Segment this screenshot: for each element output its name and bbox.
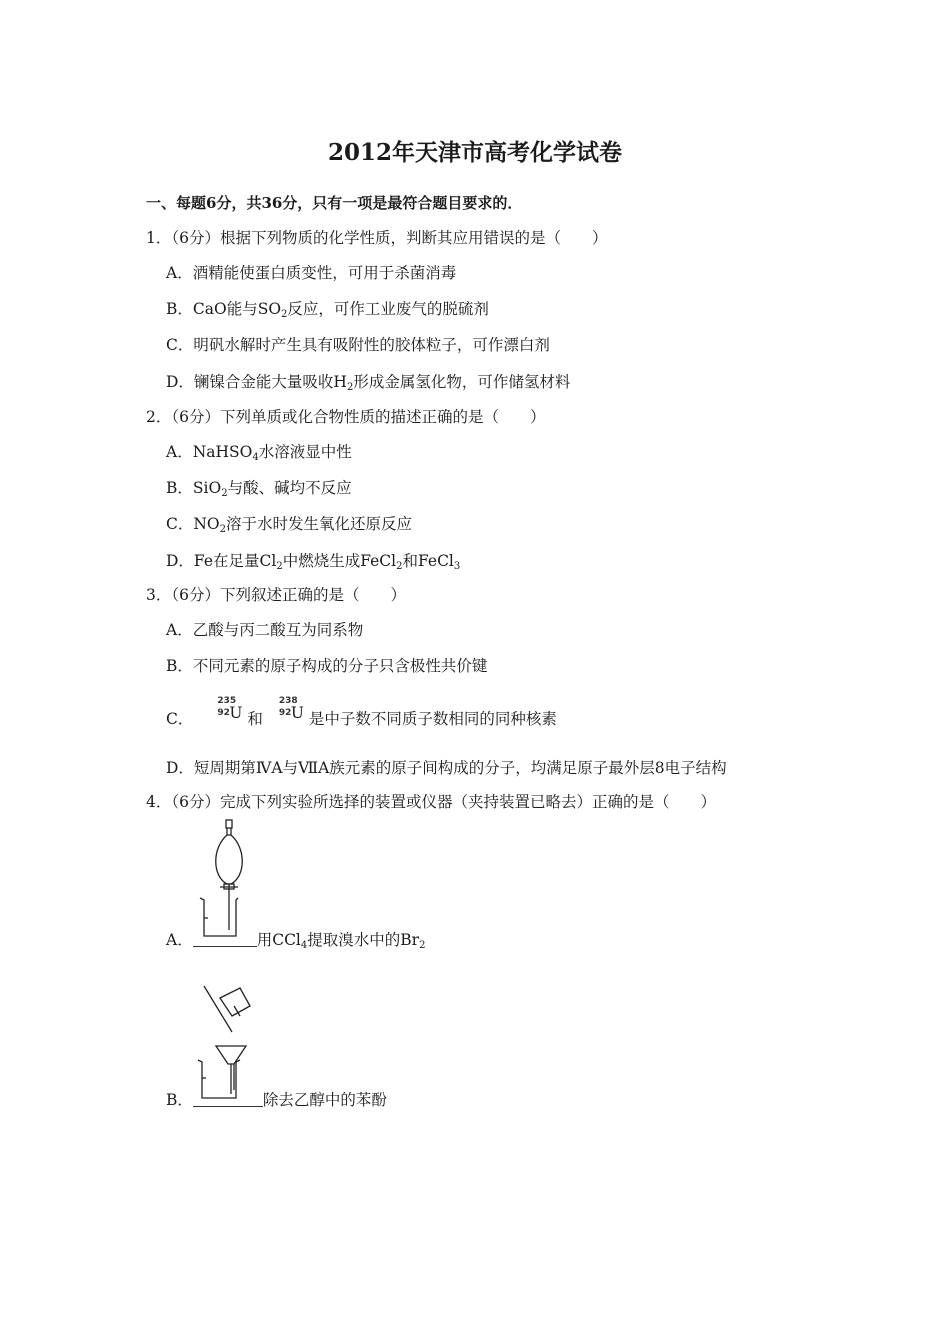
question-3-stem: 3．（6分）下列叙述正确的是（ ） xyxy=(146,586,406,604)
page-title: 2012年天津市高考化学试卷 xyxy=(327,139,622,166)
question-2-option-d: D．Fe在足量$Cl_2$中燃烧生成FeCl$_2$和FeCl$_3$ xyxy=(166,552,461,572)
filtration-figure xyxy=(190,982,260,1104)
question-3-option-c: C． 235 92 U 和 238 92 U 是中子数不同质子数相同的同种核素 xyxy=(166,696,557,728)
section-heading: 一、每题6分，共36分，只有一项是最符合题目要求的． xyxy=(146,194,523,212)
question-2-option-a: A．NaHSO$_4$水溶液显中性 xyxy=(166,443,352,463)
question-1-option-d: D．镧镍合金能大量吸收$H_2$形成金属氢化物，可作储氢材料 xyxy=(166,373,571,393)
question-4-option-b: B． 除去乙醇中的苯酚 xyxy=(166,1091,387,1109)
question-1-option-c: C．明矾水解时产生具有吸附性的胶体粒子，可作漂白剂 xyxy=(166,336,550,354)
question-4-stem: 4．（6分）完成下列实验所选择的装置或仪器（夹持装置已略去）正确的是（ ） xyxy=(146,793,716,811)
question-2-stem: 2．（6分）下列单质或化合物性质的描述正确的是（ ） xyxy=(146,408,546,426)
question-3-option-a: A．乙酸与丙二酸互为同系物 xyxy=(166,621,364,639)
isotope-u235: 235 92 U xyxy=(217,696,243,722)
question-3-option-b: B．不同元素的原子构成的分子只含极性共价键 xyxy=(166,657,488,675)
question-2-option-c: C．$NO_2$溶于水时发生氧化还原反应 xyxy=(166,515,413,535)
question-1-stem: 1．（6分）根据下列物质的化学性质，判断其应用错误的是（ ） xyxy=(146,229,608,247)
question-3-option-d: D．短周期第ⅣA与ⅦA族元素的原子间构成的分子，均满足原子最外层8电子结构 xyxy=(166,759,727,777)
question-1-option-a: A．酒精能使蛋白质变性，可用于杀菌消毒 xyxy=(166,264,457,282)
isotope-u238: 238 92 U xyxy=(278,696,304,722)
question-2-option-b: B．SiO$_2$与酸、碱均不反应 xyxy=(166,479,352,499)
question-4-option-a: A． 用CCl$_4$提取溴水中的$Br_2$ xyxy=(166,931,426,951)
separatory-funnel-figure xyxy=(190,818,252,944)
question-1-option-b: B．CaO能与$SO_2$反应，可作工业废气的脱硫剂 xyxy=(166,300,489,320)
